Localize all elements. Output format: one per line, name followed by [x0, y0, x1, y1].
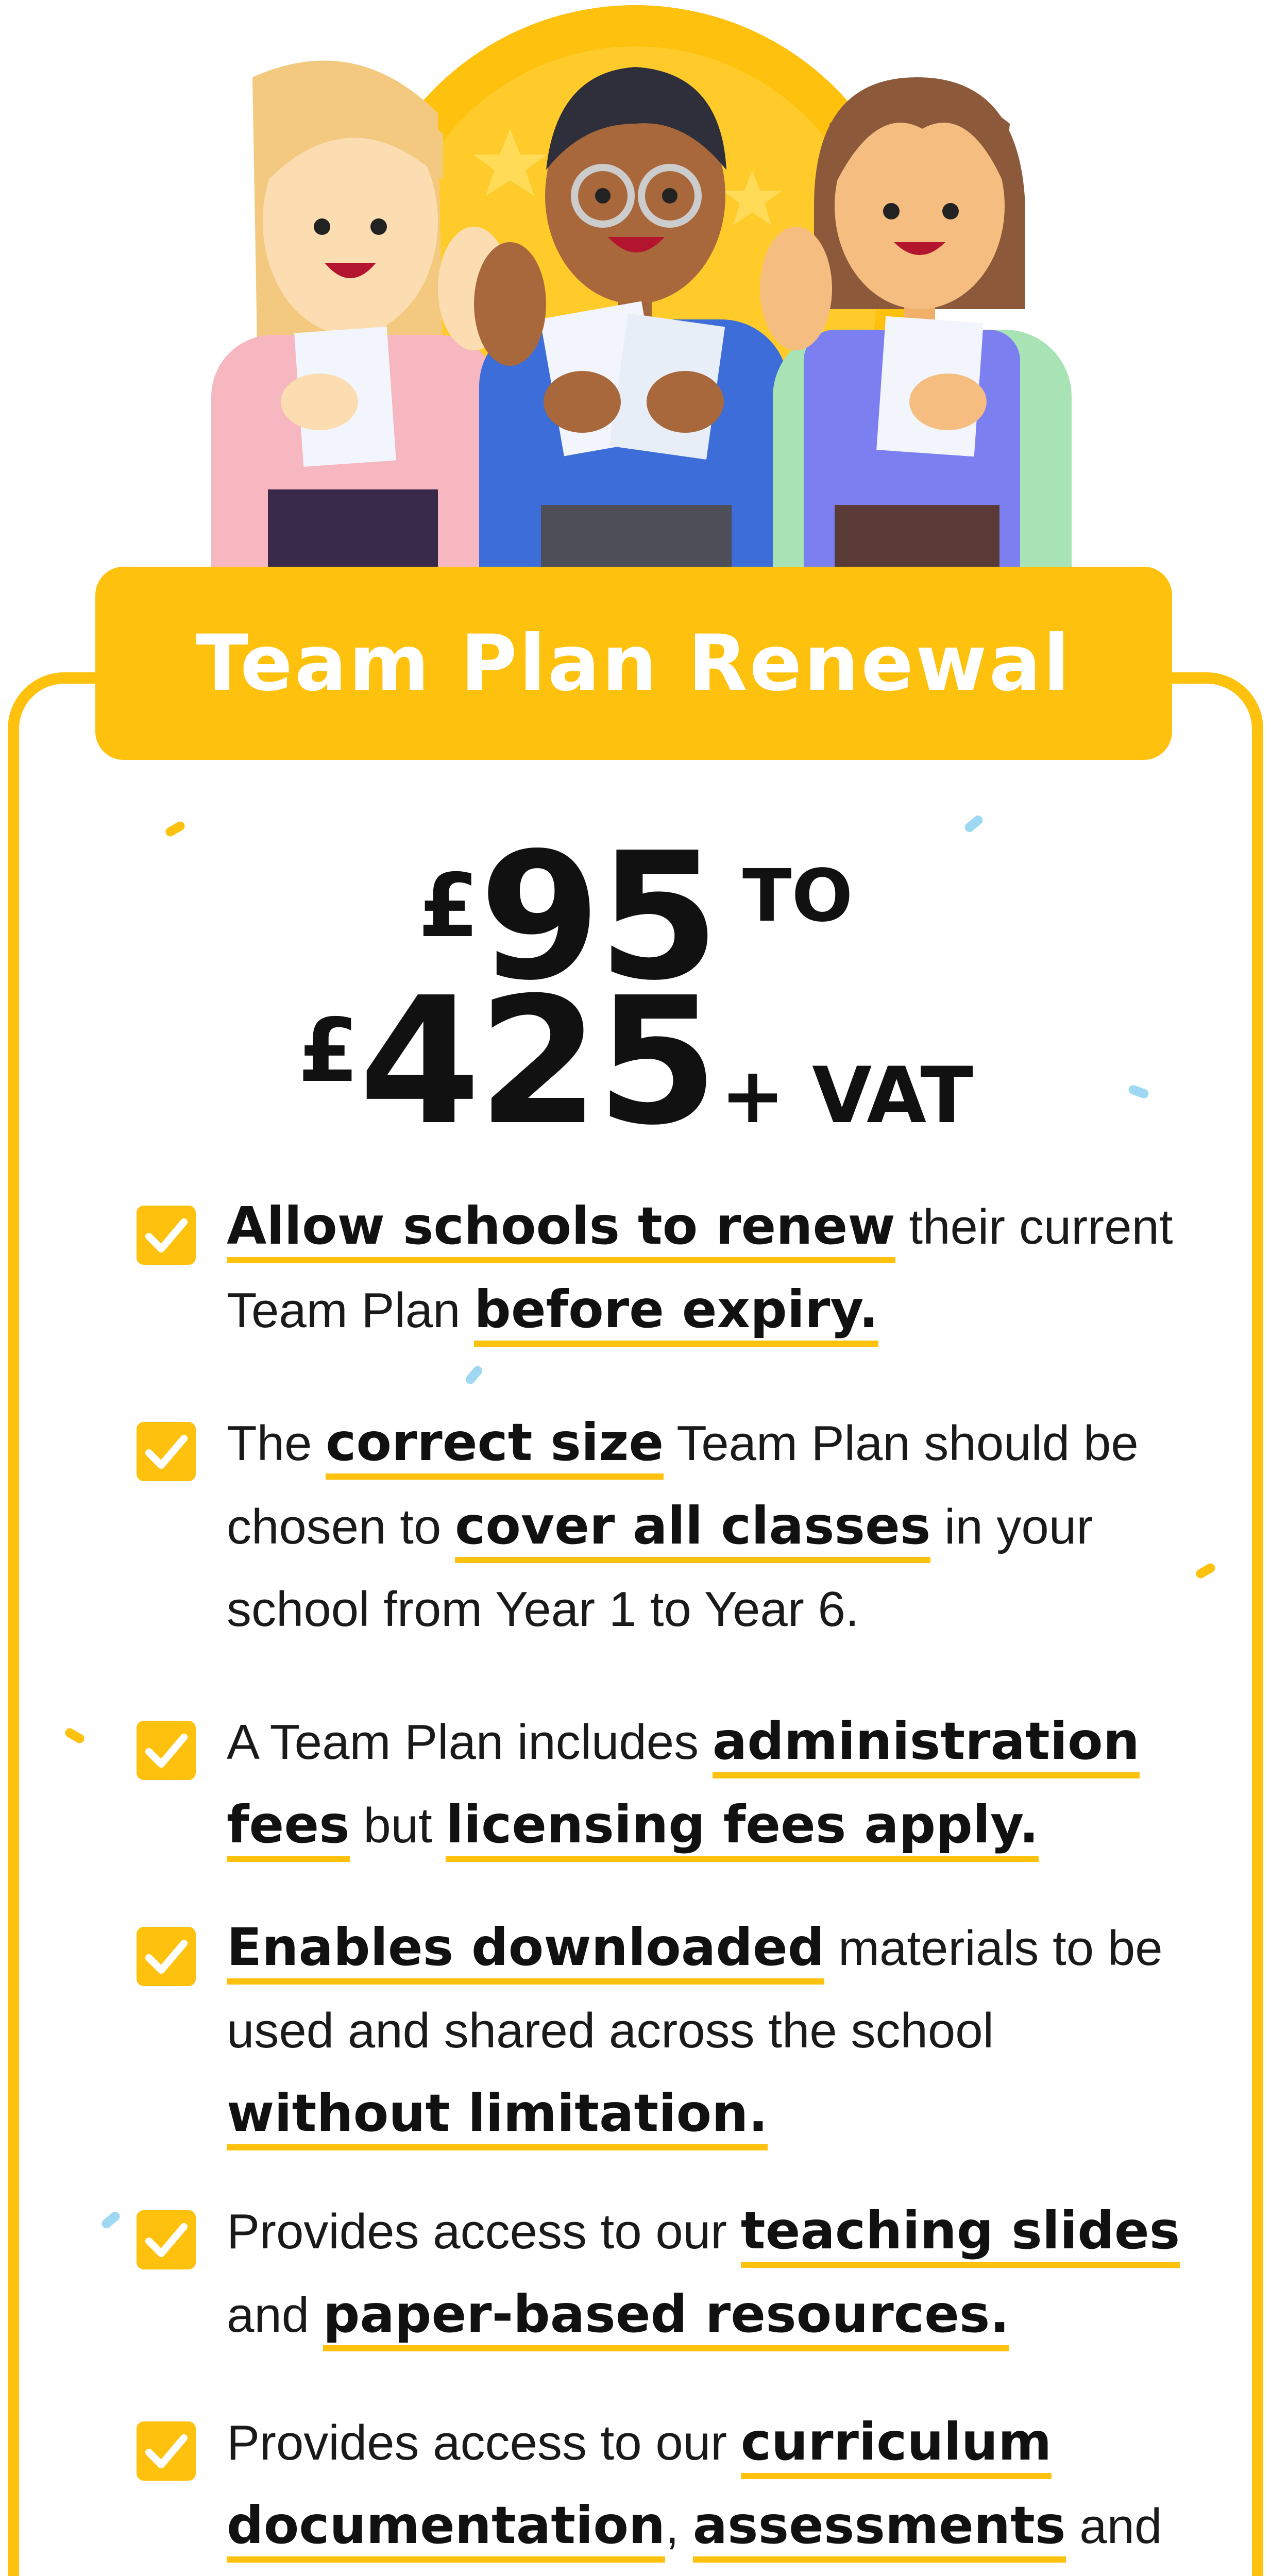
checkbox-checked-icon	[137, 1927, 196, 1986]
checkbox-checked-icon	[137, 1422, 196, 1481]
feature-highlight: administration fees	[227, 1711, 1140, 1862]
feature-body-text: in your school from Year 1 to Year 6.	[227, 1499, 1093, 1637]
feature-highlight: without limitation.	[227, 2083, 768, 2150]
feature-body-text: materials to be used and shared across the school	[227, 1921, 1163, 2058]
feature-highlight: correct size	[326, 1412, 664, 1480]
feature-body-text: but	[349, 1798, 446, 1853]
feature-body-text: and	[1079, 2499, 1162, 2554]
price-to-word: TO	[742, 854, 853, 938]
feature-body-text: ,	[665, 2499, 693, 2554]
feature-body-text: and	[227, 2287, 323, 2343]
feature-highlight: cover all classes	[455, 1496, 930, 1563]
feature-highlight: teaching slides	[741, 2200, 1180, 2268]
feature-highlight: Allow schools to renew	[227, 1196, 895, 1263]
feature-text	[227, 1185, 1206, 1352]
teachers-illustration	[0, 0, 1271, 618]
price-to: 425	[359, 960, 716, 1164]
checkbox-checked-icon	[137, 2421, 196, 2481]
feature-text	[227, 2190, 1206, 2357]
price-from: 95	[479, 815, 717, 1019]
checkbox-checked-icon	[137, 1206, 196, 1265]
price-to-line	[0, 958, 1271, 1164]
feature-body-text: Provides access to our	[227, 2415, 741, 2470]
feature-highlight: licensing fees apply.	[446, 1794, 1039, 1862]
feature-highlight: curriculum documentation	[227, 2412, 1052, 2563]
checkbox-checked-icon	[137, 2210, 196, 2269]
feature-body-text: A Team Plan includes	[227, 1715, 713, 1770]
banner-title: Team Plan Renewal	[195, 618, 1072, 708]
feature-highlight: before expiry.	[474, 1279, 878, 1347]
feature-highlight: Enables downloaded	[227, 1917, 824, 1985]
checkbox-checked-icon	[137, 1721, 196, 1780]
price-currency: £	[298, 1000, 359, 1102]
feature-highlight: paper-based resources.	[323, 2284, 1010, 2351]
feature-text	[227, 1401, 1206, 1651]
feature-text	[227, 1906, 1206, 2156]
feature-body-text: The	[227, 1416, 326, 1471]
feature-text	[227, 2401, 1206, 2576]
title-banner	[95, 567, 1172, 760]
feature-body-text: Team Plan should be chosen to	[227, 1416, 1139, 1554]
feature-text	[227, 1700, 1206, 1867]
price-vat: + VAT	[720, 1051, 973, 1141]
price-currency: £	[418, 855, 479, 957]
feature-body-text: their current Team Plan	[227, 1199, 1173, 1338]
feature-highlight: assessments	[693, 2495, 1066, 2563]
feature-body-text: Provides access to our	[227, 2204, 741, 2259]
